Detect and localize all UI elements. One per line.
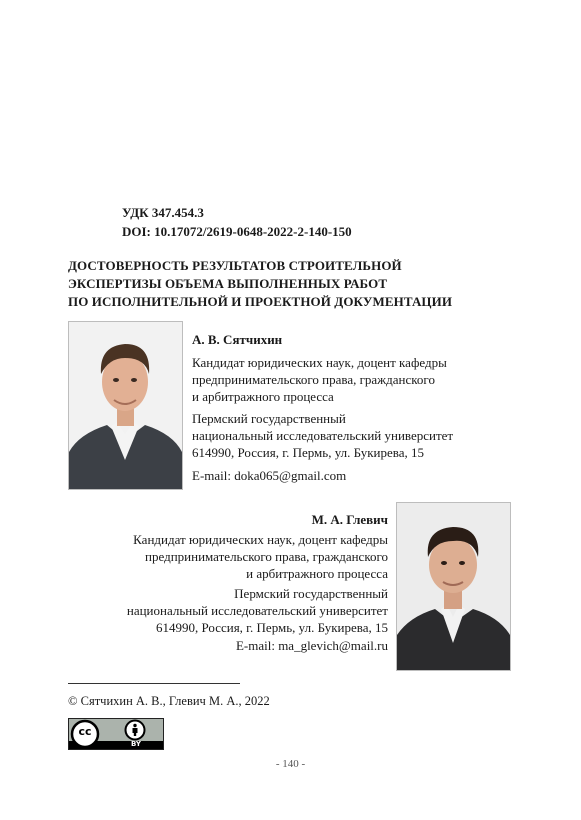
article-identifiers [122,203,352,241]
affiliation-line: 614990, Россия, г. Пермь, ул. Букирева, 15 [192,445,425,460]
author2-photo [396,502,511,671]
portrait-image [397,503,510,670]
degree-line: предпринимательского права, гражданского [192,372,435,387]
page-number: - 140 - [275,758,306,770]
degree-line: Кандидат юридических наук, доцент кафедры [192,355,447,370]
affiliation-line: 614990, Россия, г. Пермь, ул. Букирева, 15 [155,620,388,635]
affiliation-line: Пермский государственный [234,586,388,601]
title-line: ПО ИСПОЛНИТЕЛЬНОЙ И ПРОЕКТНОЙ ДОКУМЕНТАЦИИ [68,294,453,309]
author1-degree [192,354,447,405]
degree-line: предпринимательского права, гражданского [145,549,388,564]
title-line: ЭКСПЕРТИЗЫ ОБЪЕМА ВЫПОЛНЕННЫХ РАБОТ [68,276,388,291]
author2-name: М. А. Глевич [311,512,388,527]
author1-email[interactable]: E-mail: doka065@gmail.com [192,468,347,483]
doi-code[interactable]: DOI: 10.17072/2619-0648-2022-2-140-150 [122,224,352,239]
copyright-note: © Сятчихин А. В., Глевич М. А., 2022 [68,694,270,708]
degree-line: Кандидат юридических наук, доцент кафедры [133,532,388,547]
degree-line: и арбитражного процесса [192,389,334,404]
creative-commons-icon: cc [78,725,92,738]
article-title [68,257,452,311]
affiliation-line: Пермский государственный [192,411,346,426]
author2-affiliation [127,585,388,636]
portrait-image [69,322,182,489]
udk-code: УДК 347.454.3 [122,205,204,220]
author1-name: А. В. Сятчихин [192,332,283,347]
footnote-divider [68,683,240,684]
degree-line: и арбитражного процесса [246,566,388,581]
author2-degree [133,531,388,582]
cc-by-license-badge[interactable] [68,718,164,750]
author1-affiliation [192,410,453,461]
affiliation-line: национальный исследовательский университет [192,428,454,443]
title-line: ДОСТОВЕРНОСТЬ РЕЗУЛЬТАТОВ СТРОИТЕЛЬНОЙ [68,258,402,273]
author2-email[interactable]: E-mail: ma_glevich@mail.ru [235,638,388,653]
attribution-label: BY [130,740,142,748]
affiliation-line: национальный исследовательский университет [126,603,388,618]
author1-photo [68,321,183,490]
